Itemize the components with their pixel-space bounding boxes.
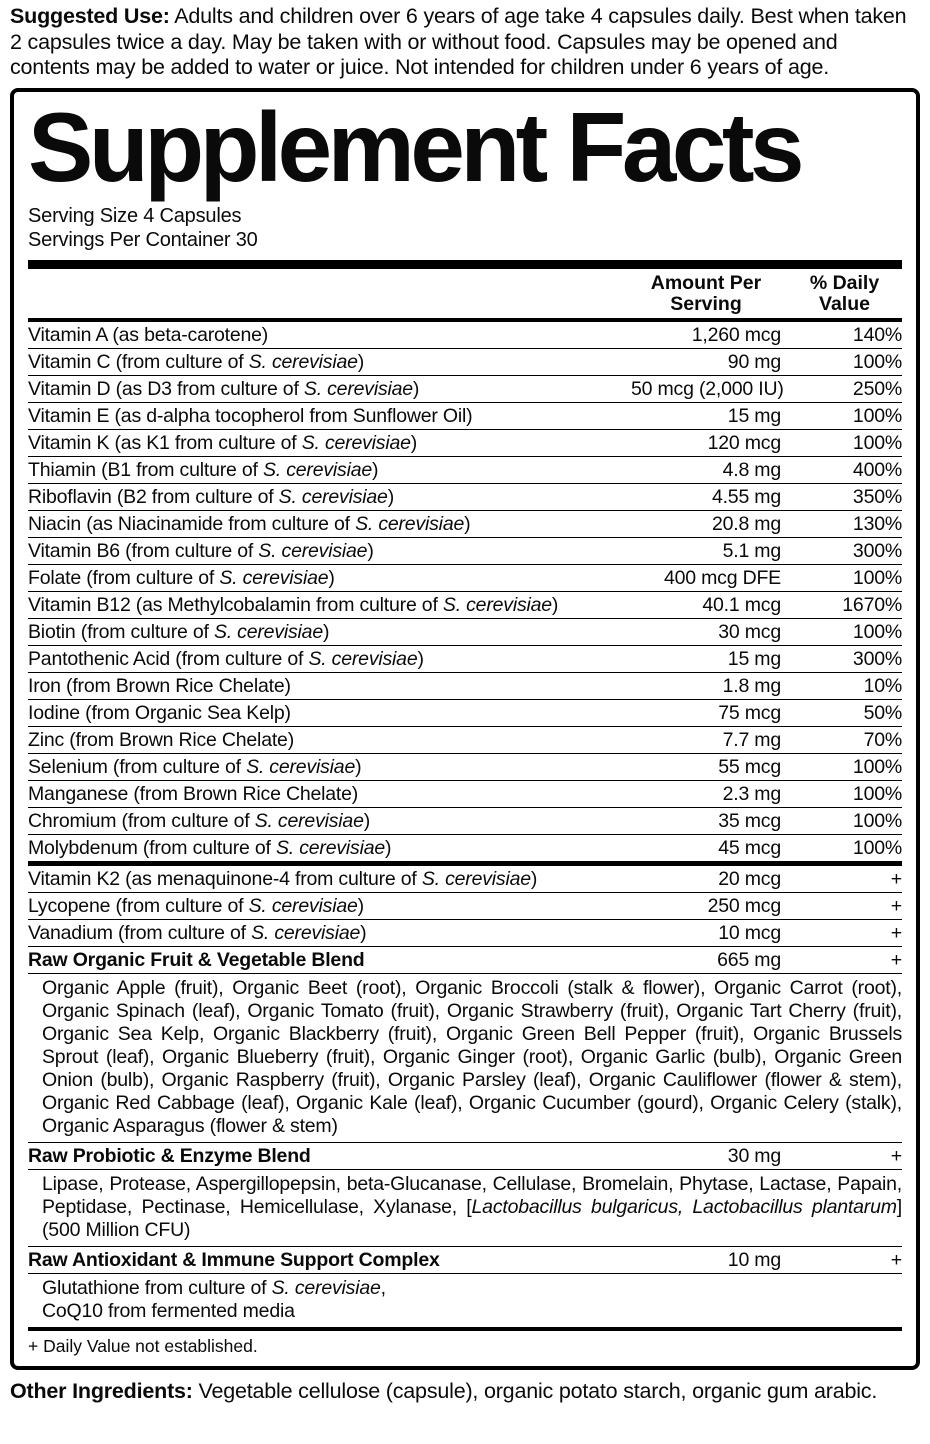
nutrient-amount: 15 mg [727,647,781,670]
nutrient-amount: 90 mg [727,350,781,373]
thick-divider-bar [28,260,902,269]
nutrient-name: Pantothenic Acid (from culture of S. cerevisiae) [28,647,424,670]
daily-value-header [787,273,902,315]
nutrient-name: Raw Antioxidant & Immune Support Complex [28,1248,440,1271]
nutrient-amount: 35 mcg [718,809,781,832]
nutrient-name: Vanadium (from culture of S. cerevisiae) [28,921,367,944]
other-ingredients [10,1379,920,1404]
nutrient-daily-value: + [890,1248,902,1271]
nutrient-row [28,592,902,619]
nutrient-amount: 120 mcg [707,431,781,454]
nutrient-daily-value: + [890,921,902,944]
nutrient-daily-value: 300% [852,647,902,670]
daily-value-header-line2: Value [819,292,870,315]
nutrient-name: Raw Probiotic & Enzyme Blend [28,1144,311,1167]
nutrient-amount: 10 mcg [718,921,781,944]
nutrient-name: Niacin (as Niacinamide from culture of S. cerevisiae) [28,512,471,535]
nutrient-daily-value: 1670% [842,593,902,616]
nutrient-name: Vitamin C (from culture of S. cerevisiae) [28,350,365,373]
nutrient-row [28,893,902,920]
ingredient-description [28,1170,902,1247]
nutrient-amount: 4.8 mg [722,458,781,481]
nutrient-row [28,781,902,808]
nutrient-name: Vitamin K2 (as menaquinone-4 from culture of S. cerevisiae) [28,867,538,890]
nutrient-amount: 30 mcg [718,620,781,643]
nutrient-daily-value: 100% [852,755,902,778]
nutrient-row [28,349,902,376]
nutrient-name: Lycopene (from culture of S. cerevisiae) [28,894,364,917]
nutrient-row [28,565,902,592]
nutrient-row [28,700,902,727]
footnote: + Daily Value not established. [28,1327,902,1358]
nutrient-amount: 250 mcg [707,894,781,917]
nutrient-name: Thiamin (B1 from culture of S. cerevisiae) [28,458,379,481]
nutrient-name: Vitamin A (as beta-carotene) [28,323,269,346]
nutrient-row [28,862,902,893]
table-header [28,269,902,322]
ingredient-description-text: Lipase, Protease, Aspergillopepsin, beta-Glucanase, Cellulase, Bromelain, Phytase, Lactase, Papain, Peptidase, Pectinase, Hemicellulase, Xylanase, [Lactobacillus bulgaricus, Lactobacillus plantarum] (500 Million CFU) [42,1172,902,1241]
nutrient-row [28,457,902,484]
nutrient-row [28,646,902,673]
nutrient-row [28,430,902,457]
ingredient-description-text: Organic Apple (fruit), Organic Beet (root), Organic Broccoli (stalk & flower), Organic Carrot (root), Organic Spinach (leaf), Organic Tomato (fruit), Organic Strawberry (fruit), Organic Tart Cherry (fruit), Organic Sea Kelp, Organic Blackberry (fruit), Organic Green Bell Pepper (fruit), Organic Brussels Sprout (leaf), Organic Blueberry (fruit), Organic Ginger (root), Organic Garlic (bulb), Organic Green Onion (bulb), Organic Raspberry (fruit), Organic Parsley (leaf), Organic Cauliflower (flower & stem), Organic Red Cabbage (leaf), Organic Kale (leaf), Organic Cucumber (gourd), Organic Celery (stalk), Organic Asparagus (flower & stem) [42,976,902,1137]
nutrient-row [28,538,902,565]
nutrient-daily-value: 100% [852,836,902,859]
nutrient-daily-value: 100% [852,809,902,832]
nutrient-amount: 2.3 mg [722,782,781,805]
nutrient-amount: 1.8 mg [722,674,781,697]
nutrient-row [28,511,902,538]
nutrient-row [28,920,902,947]
nutrient-name: Vitamin B12 (as Methylcobalamin from culture of S. cerevisiae) [28,593,559,616]
nutrient-amount: 400 mcg DFE [663,566,781,589]
nutrient-name: Manganese (from Brown Rice Chelate) [28,782,359,805]
nutrient-name: Raw Organic Fruit & Vegetable Blend [28,948,365,971]
amount-header-line1: Amount Per [650,271,762,294]
nutrient-name: Folate (from culture of S. cerevisiae) [28,566,335,589]
supplement-facts-panel [10,88,920,1370]
nutrient-daily-value: 250% [852,377,902,400]
nutrient-daily-value: 100% [852,782,902,805]
nutrient-amount: 20.8 mg [711,512,781,535]
nutrient-row [28,808,902,835]
blend-row [28,947,902,974]
blend-row [28,1247,902,1274]
nutrient-name: Vitamin K (as K1 from culture of S. cerevisiae) [28,431,418,454]
nutrient-name: Chromium (from culture of S. cerevisiae) [28,809,371,832]
nutrient-daily-value: 400% [852,458,902,481]
nutrient-amount: 40.1 mcg [702,593,781,616]
serving-size: Serving Size 4 Capsules [28,204,242,227]
nutrient-amount: 665 mg [717,948,781,971]
suggested-use-text: Adults and children over 6 years of age take 4 capsules daily. Best when taken 2 capsules twice a day. May be taken with or without food. Capsules may be opened and contents may be added to water or juice. Not intended for children under 6 years of age. [10,4,907,79]
nutrient-daily-value: 100% [852,404,902,427]
nutrient-daily-value: 300% [852,539,902,562]
nutrient-daily-value: 70% [863,728,902,751]
nutrient-name: Riboflavin (B2 from culture of S. cerevisiae) [28,485,394,508]
nutrient-amount: 7.7 mg [722,728,781,751]
other-ingredients-label: Other Ingredients: [10,1378,193,1403]
nutrient-daily-value: 10% [863,674,902,697]
ingredient-description [28,974,902,1143]
nutrient-amount: 4.55 mg [711,485,781,508]
nutrient-amount: 5.1 mg [722,539,781,562]
nutrient-row [28,754,902,781]
servings-per-container: Servings Per Container 30 [28,229,258,252]
nutrient-amount: 50 mcg (2,000 IU) [631,377,784,400]
nutrient-amount: 45 mcg [718,836,781,859]
nutrient-name: Zinc (from Brown Rice Chelate) [28,728,294,751]
suggested-use-label: Suggested Use: [10,4,170,28]
blend-row [28,1143,902,1170]
nutrient-row [28,835,902,862]
nutrient-daily-value: 50% [863,701,902,724]
nutrient-row [28,727,902,754]
nutrient-daily-value: + [890,1144,902,1167]
daily-value-header-line1: % Daily [809,271,880,294]
header-spacer [28,273,625,315]
nutrient-amount: 30 mg [727,1144,781,1167]
nutrient-amount: 55 mcg [718,755,781,778]
nutrient-daily-value: + [890,948,902,971]
suggested-use [10,4,920,81]
nutrient-daily-value: 100% [852,566,902,589]
nutrient-row [28,673,902,700]
nutrient-daily-value: 100% [852,350,902,373]
nutrient-amount: 20 mcg [718,867,781,890]
ingredient-description-text: Glutathione from culture of S. cerevisiae, CoQ10 from fermented media [42,1276,386,1322]
nutrient-daily-value: 100% [852,431,902,454]
rows-container [28,322,902,1327]
amount-header-line2: Serving [670,292,742,315]
nutrient-row [28,322,902,349]
ingredient-description [28,1274,902,1327]
amount-per-serving-header [631,273,781,315]
nutrient-daily-value: + [890,894,902,917]
nutrient-daily-value: 100% [852,620,902,643]
nutrient-name: Biotin (from culture of S. cerevisiae) [28,620,330,643]
nutrient-name: Vitamin B6 (from culture of S. cerevisiae) [28,539,374,562]
nutrient-name: Molybdenum (from culture of S. cerevisiae) [28,836,392,859]
nutrient-amount: 75 mcg [718,701,781,724]
nutrient-name: Vitamin E (as d-alpha tocopherol from Sunflower Oil) [28,404,473,427]
nutrient-amount: 1,260 mcg [691,323,781,346]
nutrient-name: Vitamin D (as D3 from culture of S. cerevisiae) [28,377,420,400]
nutrient-daily-value: + [890,867,902,890]
nutrient-name: Selenium (from culture of S. cerevisiae) [28,755,362,778]
nutrient-name: Iodine (from Organic Sea Kelp) [28,701,291,724]
nutrient-daily-value: 350% [852,485,902,508]
nutrient-row [28,376,902,403]
nutrient-amount: 15 mg [727,404,781,427]
nutrient-amount: 10 mg [727,1248,781,1271]
nutrient-row [28,403,902,430]
nutrient-daily-value: 130% [852,512,902,535]
nutrient-daily-value: 140% [852,323,902,346]
other-ingredients-text: Vegetable cellulose (capsule), organic potato starch, organic gum arabic. [192,1378,878,1403]
nutrient-name: Iron (from Brown Rice Chelate) [28,674,291,697]
nutrient-row [28,484,902,511]
panel-title: Supplement Facts [28,91,801,202]
nutrient-row [28,619,902,646]
